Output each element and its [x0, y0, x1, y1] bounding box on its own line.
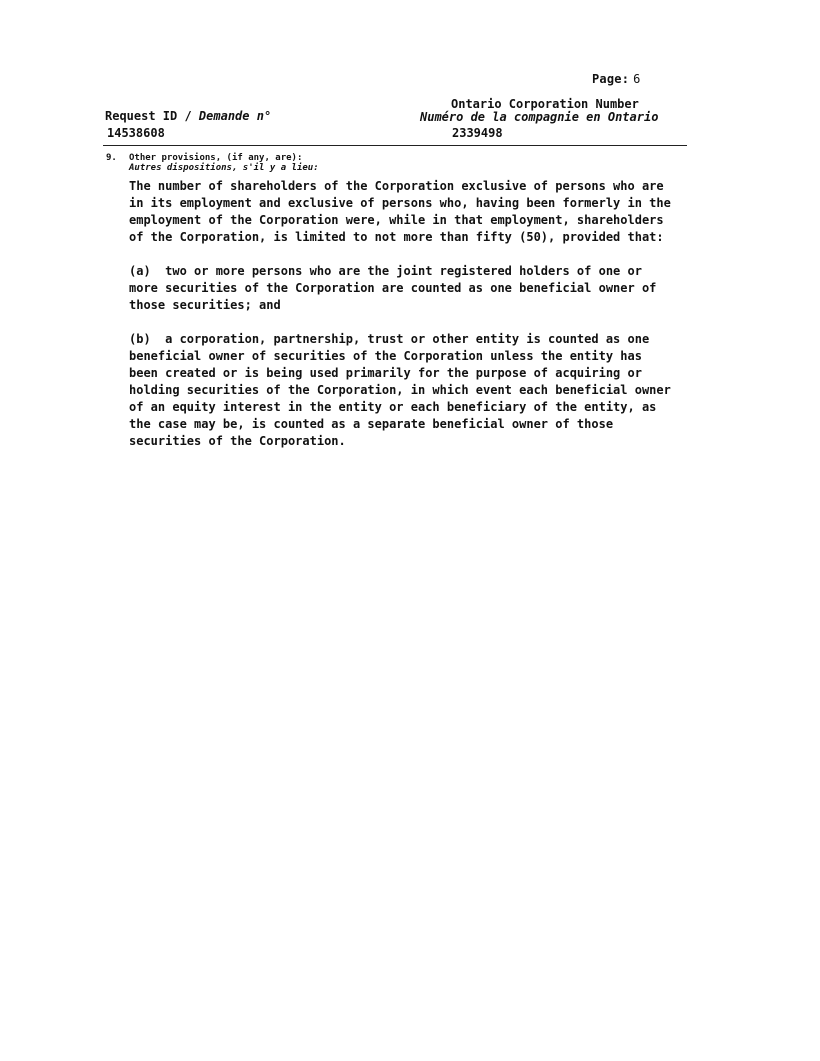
text-line: the case may be, is counted as a separate beneficial owner of those: [129, 417, 614, 431]
paragraph-a: [129, 263, 699, 314]
corp-number-label-fr: Numéro de la compagnie en Ontario: [420, 110, 659, 124]
text-line: (b) a corporation, partnership, trust or other entity is counted as one: [129, 332, 650, 346]
text-line: (a) two or more persons who are the joint registered holders of one or: [129, 264, 642, 278]
request-id-label-en: Request ID /: [105, 109, 199, 123]
header-divider: [103, 145, 687, 146]
corp-number-value: 2339498: [452, 126, 503, 140]
text-line: The number of shareholders of the Corporation exclusive of persons who are: [129, 179, 664, 193]
text-line: in its employment and exclusive of persons who, having been formerly in the: [129, 196, 671, 210]
section-title-fr: Autres dispositions, s'il y a lieu:: [129, 163, 319, 173]
page-label: Page:: [592, 72, 630, 86]
text-line: of the Corporation, is limited to not more than fifty (50), provided that:: [129, 230, 664, 244]
paragraph-b: [129, 331, 699, 450]
text-line: beneficial owner of securities of the Corporation unless the entity has: [129, 349, 642, 363]
page-indicator: [592, 72, 641, 86]
text-line: employment of the Corporation were, while in that employment, shareholders: [129, 213, 664, 227]
text-line: been created or is being used primarily for the purpose of acquiring or: [129, 366, 642, 380]
text-line: securities of the Corporation.: [129, 434, 346, 448]
section-title-en: Other provisions, (if any, are):: [129, 153, 303, 163]
paragraph-intro: [129, 178, 699, 246]
text-line: more securities of the Corporation are counted as one beneficial owner of: [129, 281, 657, 295]
page-number: 6: [633, 72, 641, 86]
section-number: 9.: [106, 153, 117, 163]
request-id-value: 14538608: [107, 126, 165, 140]
text-line: holding securities of the Corporation, in which event each beneficial owner: [129, 383, 671, 397]
text-line: of an equity interest in the entity or each beneficiary of the entity, as: [129, 400, 657, 414]
request-id-label-fr: Demande n°: [198, 109, 272, 123]
text-line: those securities; and: [129, 298, 281, 312]
provisions-body: [129, 178, 699, 467]
corp-number-label-en: Ontario Corporation Number: [451, 97, 639, 111]
request-id-label: [105, 109, 271, 123]
